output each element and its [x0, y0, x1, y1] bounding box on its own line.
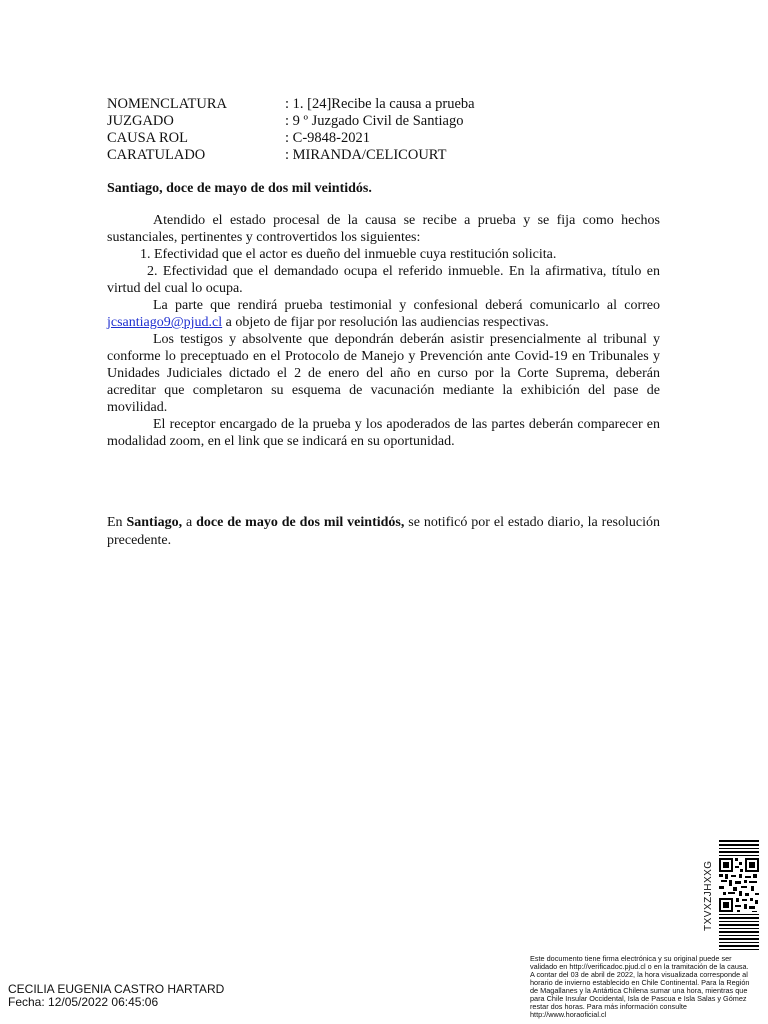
case-header-table: [107, 96, 475, 164]
nomenclatura-value: : 1. [24]Recibe la causa a prueba: [285, 96, 475, 112]
signature-date: Fecha: 12/05/2022 06:45:06: [8, 995, 159, 1009]
resolution-body: [107, 212, 660, 450]
nomenclatura-label: NOMENCLATURA: [107, 96, 228, 112]
notification-post: se notificó por el estado diario, la resolución precedente.: [107, 515, 660, 548]
paragraph-prueba: Atendido el estado procesal de la causa se recibe a prueba y se fija como hechos sustanciales, pertinentes y controvertidos los siguientes:: [107, 213, 660, 245]
header-row: [107, 147, 475, 164]
verification-note: Este documento tiene firma electrónica y su original puede ser validado en http://verificadoc.pjud.cl o en la tramitación de la causa.: [530, 954, 749, 971]
correo-text-before: La parte que rendirá prueba testimonial y confesional deberá comunicarlo al correo: [153, 298, 660, 313]
time-zone-note: A contar del 03 de abril de 2022, la hora visualizada corresponde al horario de invierno establecido en Chile Continental. Para la Región de Magallanes y la Antártica Chilena sumar una hora, mientras que para Chile Insular Occidental, Isla de Pascua e Isla Salas y Gómez restar dos horas. Para más información consulte http://www.horaoficial.cl: [530, 970, 750, 1019]
qr-code-icon: [719, 840, 759, 952]
paragraph-receptor: El receptor encargado de la prueba y los apoderados de las partes deberán comparecer en modalidad zoom, en el link que se indicará en su oportunidad.: [107, 417, 660, 449]
causa-rol-value: : C-9848-2021: [285, 130, 370, 146]
caratulado-value: : MIRANDA/CELICOURT: [285, 147, 447, 163]
juzgado-label: JUZGADO: [107, 113, 174, 129]
paragraph-correo: [107, 297, 660, 331]
signer-name: CECILIA EUGENIA CASTRO HARTARD: [8, 982, 225, 996]
notification-city: Santiago,: [126, 515, 183, 530]
verification-code-text: TXVXZJHXXG: [703, 860, 714, 932]
email-link[interactable]: jcsantiago9@pjud.cl: [107, 315, 223, 330]
paragraph-testigos: Los testigos y absolvente que depondrán deberán asistir presencialmente al tribunal y conforme lo preceptuado en el Protocolo de Manejo y Prevención ante Covid-19 en Tribunales y Unidades Judiciales dictado el 2 de enero del año en curso por la Corte Suprema, deberán acreditar que completaron su esquema de vacunación mediante la exhibición del pase de movilidad.: [107, 332, 660, 415]
caratulado-label: CARATULADO: [107, 147, 206, 163]
electronic-signature-note: [530, 955, 759, 1019]
notification-mid: a: [182, 515, 197, 530]
signer-block: [8, 983, 224, 1009]
notification-date: doce de mayo de dos mil veintidós,: [196, 515, 405, 530]
header-row: [107, 96, 475, 113]
header-row: [107, 130, 475, 147]
notification-pre: En: [107, 515, 127, 530]
juzgado-value: : 9 º Juzgado Civil de Santiago: [285, 113, 464, 129]
list-item-1: 1. Efectividad que el actor es dueño del inmueble cuya restitución solicita.: [140, 247, 557, 262]
resolution-dateline: Santiago, doce de mayo de dos mil veintidós.: [107, 181, 372, 196]
correo-text-after: a objeto de fijar por resolución las audiencias respectivas.: [222, 315, 549, 330]
verification-code-block: [703, 840, 759, 952]
header-row: [107, 113, 475, 130]
list-item-2: 2. Efectividad que el demandado ocupa el referido inmueble. En la afirmativa, título en virtud del cual lo ocupa.: [107, 264, 660, 296]
causa-rol-label: CAUSA ROL: [107, 130, 188, 146]
notification-paragraph: [107, 514, 660, 550]
